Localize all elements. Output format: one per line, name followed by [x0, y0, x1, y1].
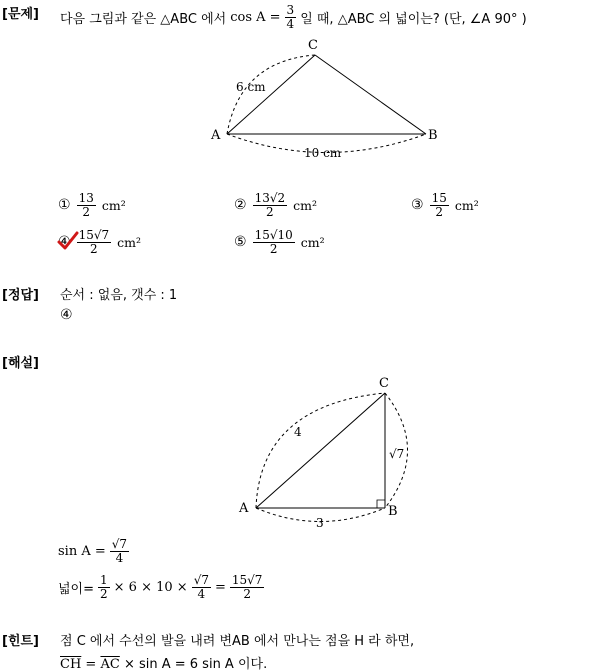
- area-f3-denominator: 2: [243, 586, 251, 601]
- area-fraction-1: [98, 574, 110, 600]
- side-BC-label: √7: [389, 447, 405, 461]
- sinA-denominator: 4: [115, 550, 124, 565]
- choice-5-fraction: [253, 229, 295, 255]
- choice-4-number-text: ④: [58, 234, 71, 251]
- question-suffix: 일 때, △ABC 의 넓이는? (단, ∠A 90° ): [300, 11, 527, 27]
- vertex-C-label: C: [379, 376, 389, 391]
- hint-rest: × sin A = 6 sin A 이다.: [119, 657, 268, 672]
- choice-3-unit: cm²: [454, 197, 479, 213]
- problem-header: [문제]: [2, 7, 39, 22]
- choice-3[interactable]: [411, 192, 479, 218]
- choice-3-denominator: 2: [435, 204, 444, 219]
- explanation-triangle-figure: [230, 370, 430, 532]
- side-AB-label: 3: [316, 516, 324, 530]
- hint-header: [힌트]: [2, 634, 39, 649]
- fraction-numerator: 3: [286, 2, 295, 17]
- choice-2-numerator: 13√2: [254, 191, 286, 205]
- area-f2-denominator: 4: [197, 586, 206, 601]
- choice-5[interactable]: [234, 229, 325, 255]
- fraction-denominator: 4: [286, 16, 295, 31]
- choice-4-fraction: [77, 229, 112, 255]
- choice-5-number: ⑤: [234, 234, 247, 251]
- choice-1-numerator: 13: [78, 191, 94, 205]
- side-AC: [227, 55, 315, 134]
- side-AC-label: 4: [294, 425, 302, 439]
- choice-3-fraction: [430, 192, 449, 218]
- choice-4-numerator: 15√7: [78, 228, 110, 242]
- checkmark-icon: [56, 230, 80, 252]
- equation-area-lhs: 넓이=: [58, 581, 95, 597]
- equation-sinA-lhs: sin A =: [58, 543, 106, 559]
- choice-1[interactable]: [58, 192, 126, 218]
- answer-order-count: 순서 : 없음, 갯수 : 1: [60, 288, 178, 303]
- choice-3-number: ③: [411, 197, 424, 214]
- question-prefix: 다음 그림과 같은 △ABC 에서: [60, 11, 227, 27]
- side-AC: [256, 393, 385, 508]
- area-equals: =: [214, 579, 226, 595]
- question-fraction: [285, 4, 297, 30]
- hint-equals: =: [81, 657, 101, 672]
- hint-segment-CH: $\overline{CH}$: [60, 657, 82, 672]
- choice-4-denominator: 2: [90, 241, 98, 256]
- side-AC-label: 6 cm: [236, 80, 266, 94]
- choice-4[interactable]: [58, 229, 141, 255]
- area-f3-numerator: 15√7: [231, 573, 263, 587]
- answer-header: [정답]: [2, 288, 39, 303]
- choice-5-numerator: 15√10: [254, 228, 293, 242]
- equation-sinA: [58, 538, 129, 564]
- choice-3-numerator: 15: [431, 191, 447, 205]
- area-fraction-3: [230, 574, 265, 600]
- question-cos: cos A =: [230, 9, 281, 25]
- choice-1-denominator: 2: [82, 204, 91, 219]
- area-f2-numerator: √7: [193, 573, 209, 587]
- choice-1-number: ①: [58, 197, 71, 214]
- choice-2[interactable]: [234, 192, 317, 218]
- choice-1-fraction: [77, 192, 96, 218]
- problem-triangle-figure: [200, 36, 450, 162]
- equation-sinA-fraction: [110, 538, 129, 564]
- choice-1-unit: cm²: [101, 197, 126, 213]
- choice-2-number: ②: [234, 197, 247, 214]
- right-angle-mark: [377, 500, 385, 508]
- answer-value: ④: [60, 307, 73, 323]
- explanation-header: [해설]: [2, 356, 39, 371]
- vertex-A-label: A: [211, 128, 221, 143]
- question-text: [60, 0, 527, 34]
- vertex-B-label: B: [388, 504, 398, 519]
- choice-4-number: [58, 234, 71, 250]
- choice-2-denominator: 2: [266, 204, 274, 219]
- hint-segment-AC: $\overline{AC}$: [100, 657, 120, 672]
- choice-2-fraction: [253, 192, 288, 218]
- choice-2-unit: cm²: [293, 197, 317, 213]
- area-middle-terms: × 6 × 10 ×: [113, 579, 188, 595]
- vertex-A-label: A: [239, 501, 249, 516]
- equation-area: [58, 574, 264, 600]
- choice-4-unit: cm²: [117, 234, 141, 250]
- choice-5-denominator: 2: [269, 241, 278, 256]
- side-AB-label: 10 cm: [304, 146, 342, 160]
- vertex-C-label: C: [308, 38, 318, 53]
- choice-5-unit: cm²: [300, 234, 325, 250]
- sinA-numerator: √7: [111, 537, 128, 551]
- hint-line-1: 점 C 에서 수선의 발을 내려 변AB 에서 만나는 점을 H 라 하면,: [60, 634, 415, 649]
- side-CB: [315, 55, 426, 134]
- area-fraction-2: [192, 574, 211, 600]
- area-f1-denominator: 2: [100, 586, 108, 601]
- vertex-B-label: B: [428, 128, 438, 143]
- hint-line-2: [60, 653, 267, 672]
- area-f1-numerator: 1: [100, 573, 108, 587]
